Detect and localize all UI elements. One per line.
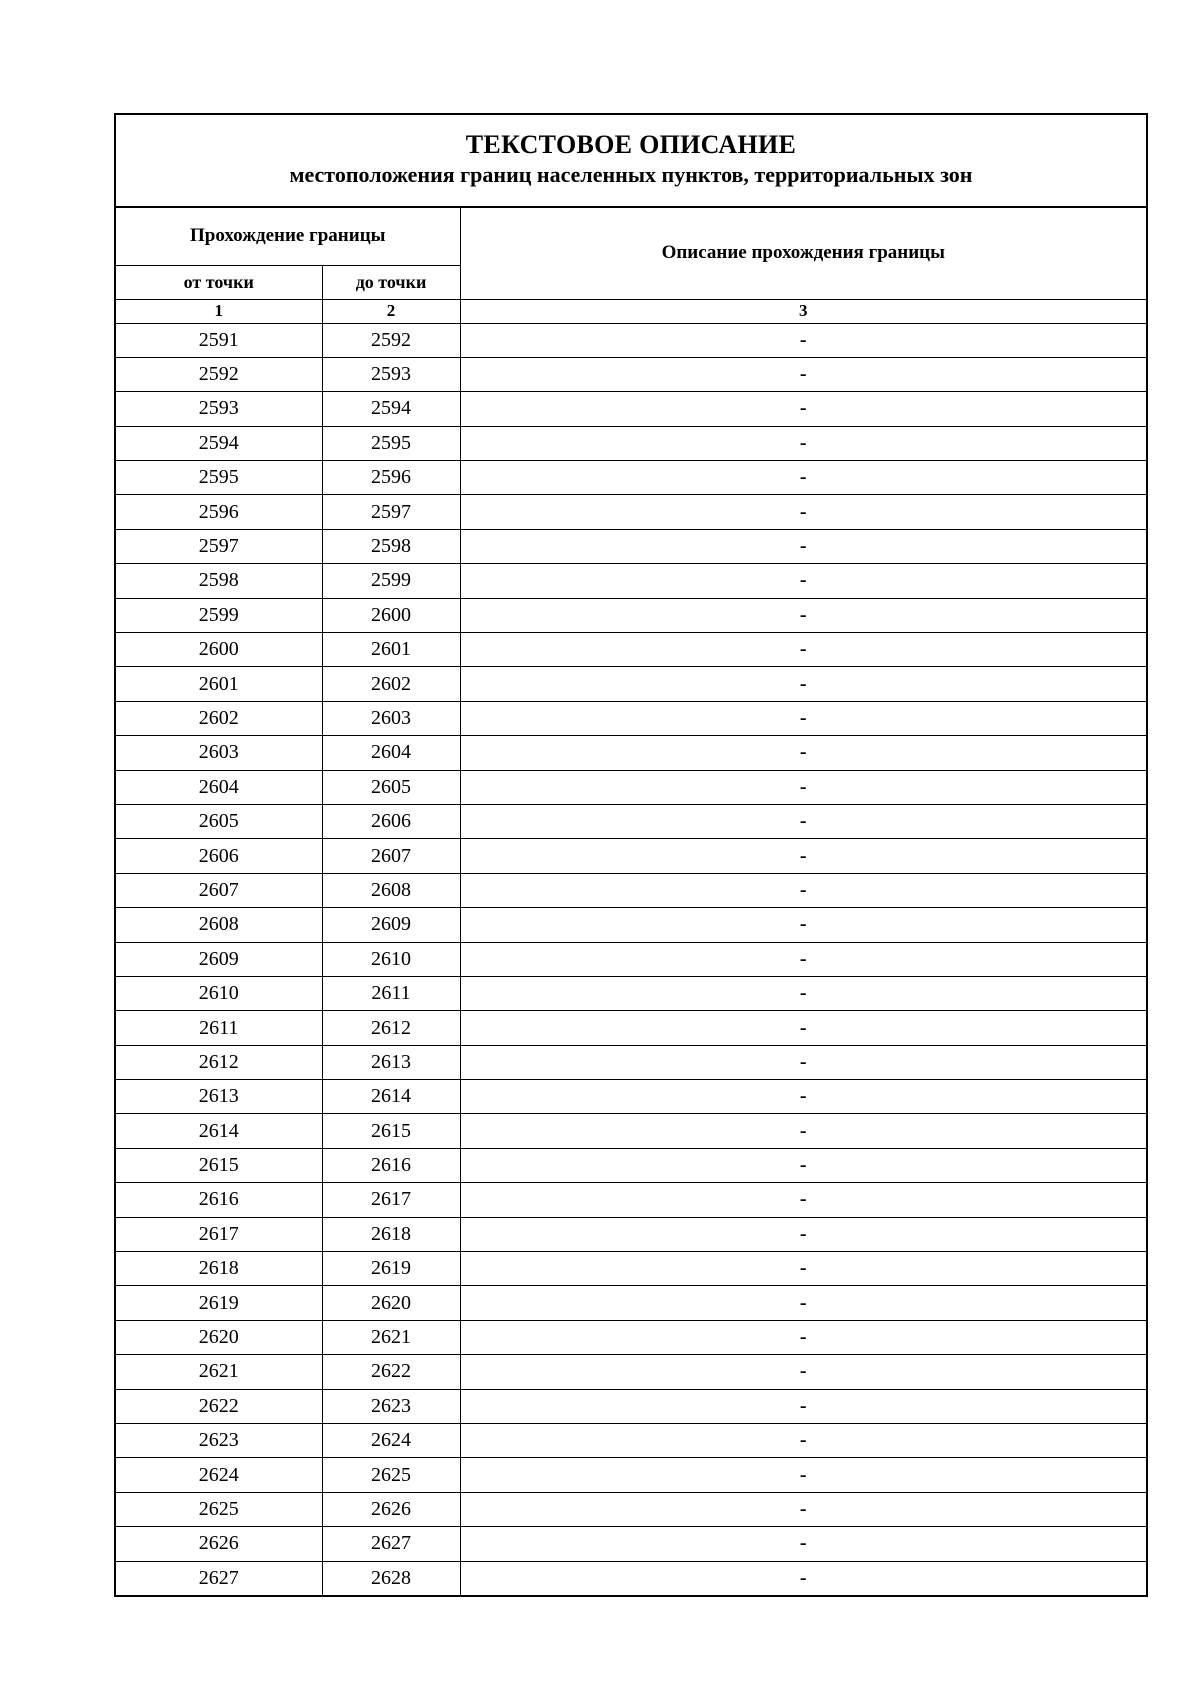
from-point-cell: 2608 <box>116 908 322 942</box>
description-cell: - <box>460 667 1146 701</box>
table-row <box>116 1114 1146 1148</box>
description-cell: - <box>460 1389 1146 1423</box>
description-cell: - <box>460 495 1146 529</box>
description-cell: - <box>460 598 1146 632</box>
from-point-cell: 2609 <box>116 942 322 976</box>
table-row <box>116 1183 1146 1217</box>
description-cell: - <box>460 529 1146 563</box>
to-point-cell: 2597 <box>322 495 460 529</box>
description-cell: - <box>460 1183 1146 1217</box>
table-row <box>116 1527 1146 1561</box>
from-point-cell: 2613 <box>116 1080 322 1114</box>
table-row <box>116 495 1146 529</box>
description-cell: - <box>460 1045 1146 1079</box>
table-row <box>116 1355 1146 1389</box>
table-row <box>116 1217 1146 1251</box>
from-point-cell: 2594 <box>116 426 322 460</box>
description-cell: - <box>460 1458 1146 1492</box>
from-point-cell: 2622 <box>116 1389 322 1423</box>
to-point-cell: 2626 <box>322 1492 460 1526</box>
description-cell: - <box>460 1527 1146 1561</box>
table-row <box>116 426 1146 460</box>
description-cell: - <box>460 426 1146 460</box>
description-cell: - <box>460 976 1146 1010</box>
description-cell: - <box>460 770 1146 804</box>
description-cell: - <box>460 1355 1146 1389</box>
from-point-cell: 2592 <box>116 357 322 391</box>
from-point-cell: 2625 <box>116 1492 322 1526</box>
table-row <box>116 701 1146 735</box>
to-point-cell: 2610 <box>322 942 460 976</box>
table-row <box>116 1320 1146 1354</box>
document-title: ТЕКСТОВОЕ ОПИСАНИЕ <box>465 130 797 159</box>
to-point-cell: 2612 <box>322 1011 460 1045</box>
to-point-cell: 2613 <box>322 1045 460 1079</box>
to-point-cell: 2616 <box>322 1148 460 1182</box>
to-point-cell: 2608 <box>322 873 460 907</box>
to-point-cell: 2625 <box>322 1458 460 1492</box>
description-cell: - <box>460 323 1146 357</box>
description-cell: - <box>460 1561 1146 1595</box>
table-row <box>116 839 1146 873</box>
from-point-cell: 2591 <box>116 323 322 357</box>
to-point-cell: 2607 <box>322 839 460 873</box>
table-row <box>116 1286 1146 1320</box>
from-point-cell: 2619 <box>116 1286 322 1320</box>
from-point-cell: 2611 <box>116 1011 322 1045</box>
table-row <box>116 1045 1146 1079</box>
from-point-cell: 2601 <box>116 667 322 701</box>
table-row <box>116 873 1146 907</box>
table-row <box>116 1424 1146 1458</box>
from-point-cell: 2596 <box>116 495 322 529</box>
to-point-cell: 2601 <box>322 633 460 667</box>
to-point-cell: 2624 <box>322 1424 460 1458</box>
table-row <box>116 908 1146 942</box>
document-frame <box>114 113 1148 1597</box>
header-passage: Прохождение границы <box>116 208 460 265</box>
from-point-cell: 2618 <box>116 1252 322 1286</box>
description-cell: - <box>460 1424 1146 1458</box>
to-point-cell: 2623 <box>322 1389 460 1423</box>
description-cell: - <box>460 1286 1146 1320</box>
table-row <box>116 1011 1146 1045</box>
table-row <box>116 667 1146 701</box>
table-row <box>116 770 1146 804</box>
from-point-cell: 2626 <box>116 1527 322 1561</box>
header-to-point: до точки <box>322 265 460 299</box>
table-row <box>116 942 1146 976</box>
description-cell: - <box>460 736 1146 770</box>
table-row <box>116 461 1146 495</box>
from-point-cell: 2603 <box>116 736 322 770</box>
to-point-cell: 2614 <box>322 1080 460 1114</box>
to-point-cell: 2593 <box>322 357 460 391</box>
description-cell: - <box>460 908 1146 942</box>
table-row <box>116 1080 1146 1114</box>
from-point-cell: 2599 <box>116 598 322 632</box>
from-point-cell: 2605 <box>116 804 322 838</box>
to-point-cell: 2620 <box>322 1286 460 1320</box>
from-point-cell: 2593 <box>116 392 322 426</box>
table-row <box>116 598 1146 632</box>
header-description: Описание прохождения границы <box>460 208 1146 299</box>
description-cell: - <box>460 1114 1146 1148</box>
to-point-cell: 2627 <box>322 1527 460 1561</box>
table-row <box>116 1148 1146 1182</box>
from-point-cell: 2604 <box>116 770 322 804</box>
to-point-cell: 2622 <box>322 1355 460 1389</box>
from-point-cell: 2598 <box>116 564 322 598</box>
from-point-cell: 2606 <box>116 839 322 873</box>
to-point-cell: 2609 <box>322 908 460 942</box>
table-row <box>116 357 1146 391</box>
description-cell: - <box>460 1080 1146 1114</box>
table-row <box>116 392 1146 426</box>
to-point-cell: 2619 <box>322 1252 460 1286</box>
boundary-table <box>116 208 1146 1596</box>
from-point-cell: 2623 <box>116 1424 322 1458</box>
description-cell: - <box>460 804 1146 838</box>
table-row <box>116 736 1146 770</box>
table-row <box>116 804 1146 838</box>
table-row <box>116 323 1146 357</box>
to-point-cell: 2605 <box>322 770 460 804</box>
description-cell: - <box>460 392 1146 426</box>
from-point-cell: 2610 <box>116 976 322 1010</box>
column-number-3: 3 <box>460 299 1146 323</box>
table-row <box>116 1561 1146 1595</box>
table-body <box>116 323 1146 1595</box>
table-row <box>116 1252 1146 1286</box>
from-point-cell: 2620 <box>116 1320 322 1354</box>
from-point-cell: 2624 <box>116 1458 322 1492</box>
to-point-cell: 2618 <box>322 1217 460 1251</box>
from-point-cell: 2597 <box>116 529 322 563</box>
description-cell: - <box>460 1320 1146 1354</box>
from-point-cell: 2617 <box>116 1217 322 1251</box>
table-row <box>116 633 1146 667</box>
table-row <box>116 564 1146 598</box>
to-point-cell: 2617 <box>322 1183 460 1217</box>
to-point-cell: 2603 <box>322 701 460 735</box>
column-number-2: 2 <box>322 299 460 323</box>
description-cell: - <box>460 873 1146 907</box>
from-point-cell: 2621 <box>116 1355 322 1389</box>
to-point-cell: 2615 <box>322 1114 460 1148</box>
to-point-cell: 2611 <box>322 976 460 1010</box>
to-point-cell: 2596 <box>322 461 460 495</box>
table-row <box>116 976 1146 1010</box>
to-point-cell: 2628 <box>322 1561 460 1595</box>
description-cell: - <box>460 461 1146 495</box>
column-number-1: 1 <box>116 299 322 323</box>
to-point-cell: 2594 <box>322 392 460 426</box>
description-cell: - <box>460 701 1146 735</box>
to-point-cell: 2606 <box>322 804 460 838</box>
title-block <box>116 115 1146 208</box>
from-point-cell: 2607 <box>116 873 322 907</box>
table-row <box>116 1458 1146 1492</box>
description-cell: - <box>460 839 1146 873</box>
from-point-cell: 2595 <box>116 461 322 495</box>
description-cell: - <box>460 357 1146 391</box>
description-cell: - <box>460 1217 1146 1251</box>
table-row <box>116 529 1146 563</box>
table-row <box>116 1389 1146 1423</box>
description-cell: - <box>460 564 1146 598</box>
from-point-cell: 2612 <box>116 1045 322 1079</box>
from-point-cell: 2627 <box>116 1561 322 1595</box>
description-cell: - <box>460 1148 1146 1182</box>
table-row <box>116 1492 1146 1526</box>
description-cell: - <box>460 1252 1146 1286</box>
to-point-cell: 2595 <box>322 426 460 460</box>
description-cell: - <box>460 942 1146 976</box>
to-point-cell: 2621 <box>322 1320 460 1354</box>
from-point-cell: 2614 <box>116 1114 322 1148</box>
to-point-cell: 2592 <box>322 323 460 357</box>
description-cell: - <box>460 1011 1146 1045</box>
description-cell: - <box>460 633 1146 667</box>
from-point-cell: 2615 <box>116 1148 322 1182</box>
from-point-cell: 2602 <box>116 701 322 735</box>
to-point-cell: 2598 <box>322 529 460 563</box>
to-point-cell: 2599 <box>322 564 460 598</box>
header-from-point: от точки <box>116 265 322 299</box>
from-point-cell: 2616 <box>116 1183 322 1217</box>
to-point-cell: 2604 <box>322 736 460 770</box>
to-point-cell: 2602 <box>322 667 460 701</box>
description-cell: - <box>460 1492 1146 1526</box>
from-point-cell: 2600 <box>116 633 322 667</box>
to-point-cell: 2600 <box>322 598 460 632</box>
document-subtitle: местоположения границ населенных пунктов, территориальных зон <box>289 162 973 187</box>
